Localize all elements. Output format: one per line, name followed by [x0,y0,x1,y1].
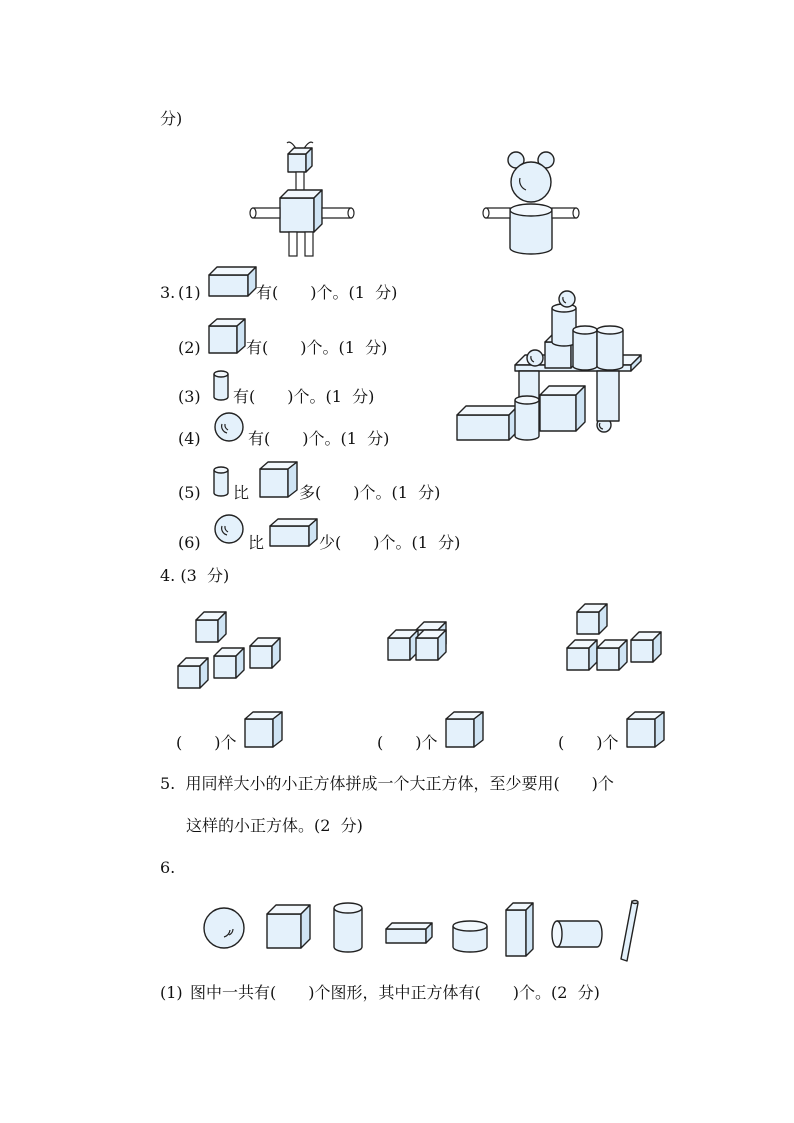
q6-number: 6. [160,858,176,877]
q3-p5-text: 多( )个。(1 分) [299,483,441,502]
q3-p2-text: 有( )个。(1 分) [246,338,388,357]
cylinder-icon [213,465,233,499]
q6-p1-text: 图中一共有( )个图形，其中正方体有( )个。(2 分) [190,983,600,1002]
cube-shape [267,905,310,948]
q3-number: 3. [160,283,176,302]
q4-cube-stack-2 [388,622,468,667]
q3-p1-text: 有( )个。(1 分) [256,283,398,302]
robot-figure [245,138,360,258]
lying-cylinder-shape [552,921,602,947]
cylinder-shape [334,903,362,952]
continued-line: 分) [160,109,183,128]
q3-p5-index: (5) [178,483,201,502]
sphere-icon [214,514,246,546]
q4-cube-stack-1 [178,612,293,692]
q6-shapes-row [200,893,660,965]
cube-icon [244,711,284,749]
q4-answer-3: ( )个 [558,733,619,752]
q4-answer-1: ( )个 [176,733,237,752]
cube-icon [259,461,299,499]
bear-figure [480,148,585,258]
q3-p3-text: 有( )个。(1 分) [233,387,375,406]
cuboid-shape [386,923,432,943]
short-cylinder-shape [453,921,487,952]
cylinder-icon [213,369,233,403]
q3-p4-text: 有( )个。(1 分) [248,429,390,448]
sphere-icon [214,412,246,444]
cuboid-icon [208,266,256,298]
tall-cuboid-shape [506,903,533,956]
q5-line2: 这样的小正方体。(2 分) [186,816,363,835]
rod-cylinder-shape [621,901,638,962]
q3-p1-index: (1) [178,283,201,302]
cube-icon [445,711,485,749]
q5-line1: 5. 用同样大小的小正方体拼成一个大正方体，至少要用( )个 [160,774,614,793]
q4-cube-stack-3 [567,604,672,674]
sphere-shape [204,908,244,948]
q3-p6-index: (6) [178,533,201,552]
q4-header: 4. (3 分) [160,566,230,585]
q3-p4-index: (4) [178,429,201,448]
q3-p3-index: (3) [178,387,201,406]
table-solids-figure [455,290,645,440]
cuboid-icon [269,518,319,548]
q3-p6-text: 少( )个。(1 分) [319,533,461,552]
cube-icon [208,318,246,354]
q4-answer-2: ( )个 [377,733,438,752]
q6-p1-index: (1) [160,983,183,1002]
q3-p6-word: 比 [248,533,265,552]
cube-icon [626,711,666,749]
q3-p2-index: (2) [178,338,201,357]
q3-p5-word: 比 [233,483,250,502]
